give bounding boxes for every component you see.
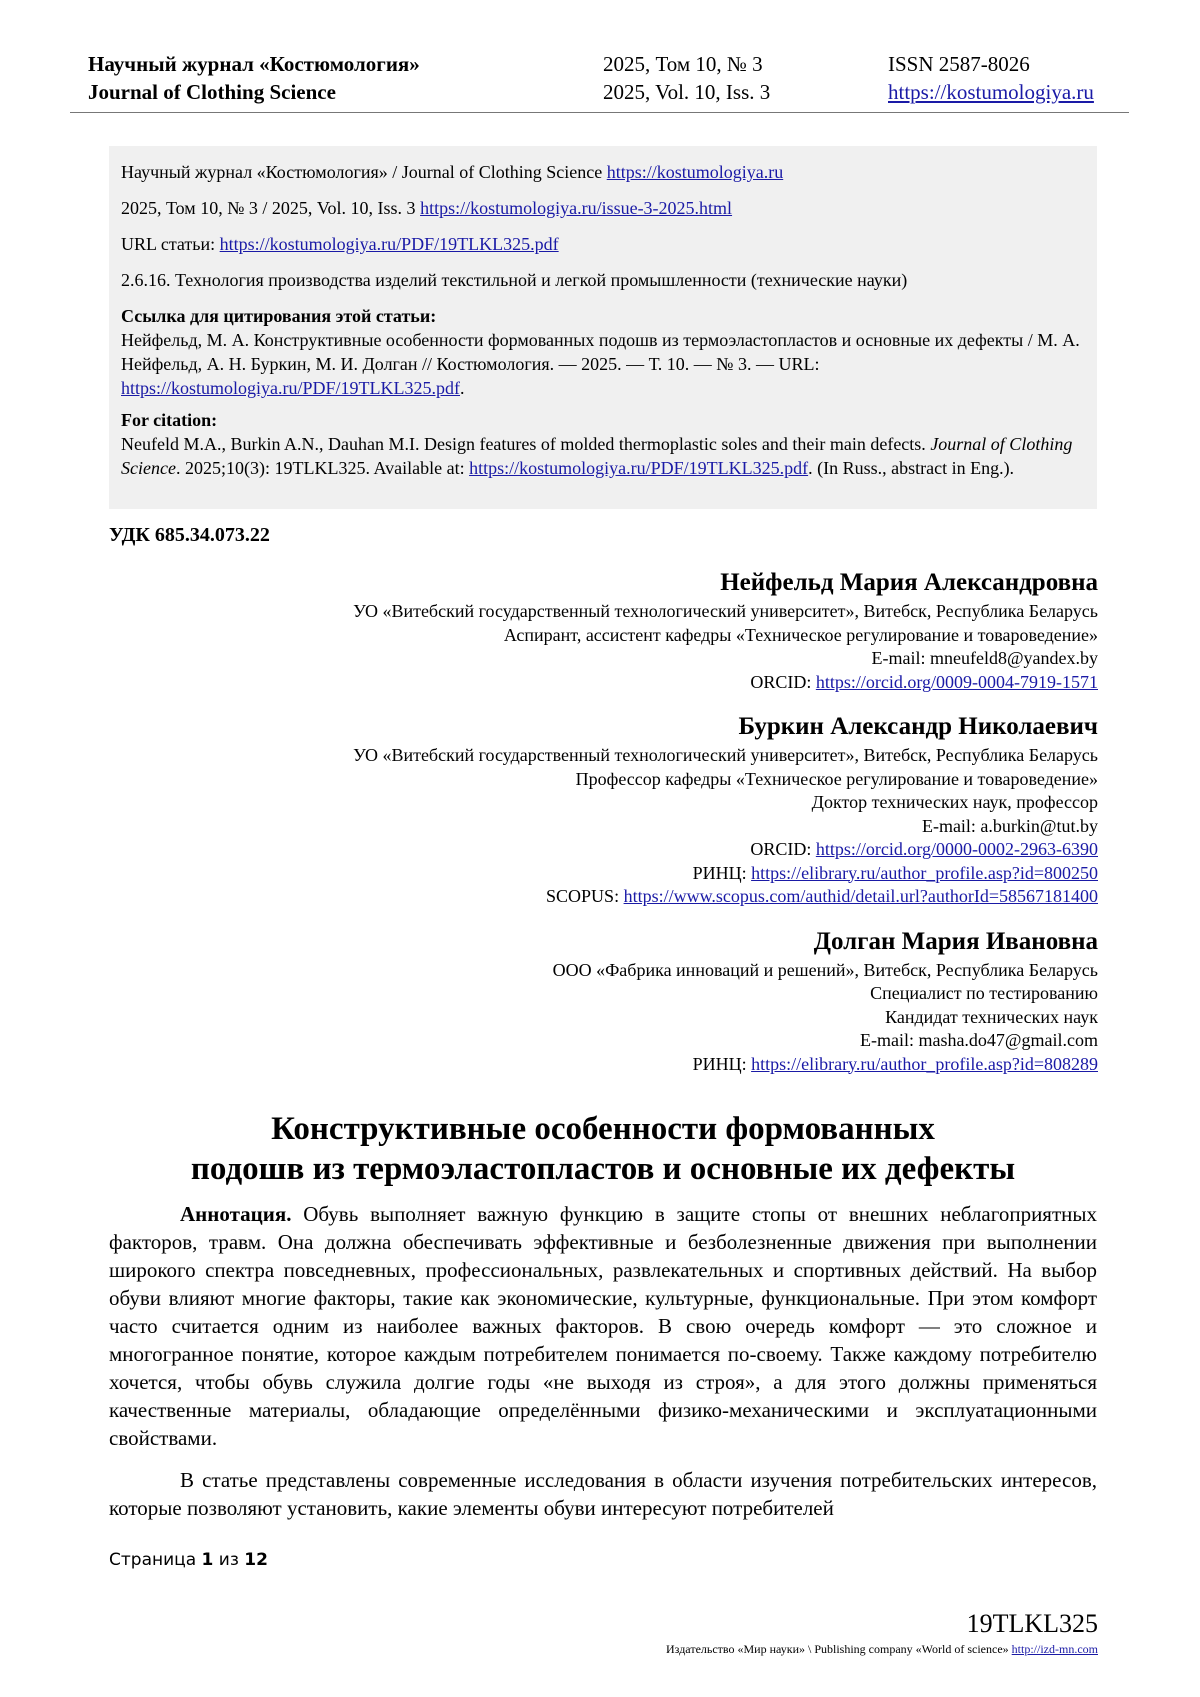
- header-issue-ru: 2025, Том 10, № 3: [603, 52, 763, 76]
- authors-block: [118, 566, 1098, 1092]
- article-body: [109, 1200, 1097, 1536]
- citation-en-body: [121, 432, 1085, 480]
- citation-ru-text: Нейфельд, М. А. Конструктивные особенности формованных подошв из термоэластопластов и основные их дефекты / М. А. Нейфельд, А. Н. Буркин, М. И. Долган // Костюмология. — 2025. — Т. 10. — № 3. — URL:: [121, 330, 1080, 374]
- author-detail-line: УО «Витебский государственный технологический университет», Витебск, Республика Беларусь: [353, 601, 1098, 621]
- abstract-text: Обувь выполняет важную функцию в защите стопы от внешних неблагоприятных факторов, травм. Она должна обеспечивать эффективные и безболезненные движения при выполнении широкого спектра повседневных, профессиональных, развлекательных и спортивных действий. На выбор обуви влияют многие факторы, такие как экономические, культурные, функциональные. При этом комфорт часто считается одним из наиболее важных факторов. В свою очередь комфорт — это сложное и многогранное понятие, которое каждым потребителем понимается по-своему. Также каждому потребителю хочется, чтобы обувь служила долгие годы «не выходя из строя», а для этого должны применяться качественные материалы, обладающие определёнными физико-механическими и эксплуатационными свойствами.: [109, 1202, 1097, 1450]
- publisher-link[interactable]: http://izd-mn.com: [1011, 1642, 1098, 1656]
- header-site-link[interactable]: https://kostumologiya.ru: [888, 80, 1094, 104]
- author-detail-line: УО «Витебский государственный технологический университет», Витебск, Республика Беларусь: [353, 745, 1098, 765]
- body-paragraph-2: В статье представлены современные исследования в области изучения потребительских интересов, которые позволяют установить, какие элементы обуви интересуют потребителей: [109, 1468, 1097, 1520]
- udk-code: УДК 685.34.073.22: [109, 524, 270, 546]
- author-profile-line: [118, 671, 1098, 695]
- info-journal-line: [121, 160, 1085, 184]
- header-issn-site: [888, 50, 1094, 106]
- author-profile-link[interactable]: https://elibrary.ru/author_profile.asp?id=808289: [751, 1053, 1098, 1074]
- article-info-box: [109, 146, 1097, 509]
- author-block: [118, 566, 1098, 694]
- author-detail-line: Доктор технических наук, профессор: [811, 792, 1098, 812]
- info-issue-text: 2025, Том 10, № 3 / 2025, Vol. 10, Iss. 3: [121, 198, 421, 218]
- author-detail-line: Аспирант, ассистент кафедры «Техническое регулирование и товароведение»: [503, 624, 1098, 645]
- author-detail-line: Профессор кафедры «Техническое регулирование и товароведение»: [575, 768, 1098, 789]
- citation-ru-body: Нейфельд, М. А. Конструктивные особенности формованных подошв из термоэластопластов и основные их дефекты / М. А. Нейфельд, А. Н. Буркин, М. И. Долган // Костюмология. — 2025. — Т. 10. — № 3. — URL: https://kostumologiya.ru/PDF/19TLKL325.pdf.: [121, 330, 1080, 398]
- info-issue-link[interactable]: https://kostumologiya.ru/issue-3-2025.html: [420, 198, 733, 218]
- author-detail-line: E-mail: masha.do47@gmail.com: [859, 1030, 1098, 1050]
- author-detail-line: E-mail: mneufeld8@yandex.by: [871, 648, 1098, 668]
- citation-en-text-3: . (In Russ., abstract in Eng.).: [808, 458, 1015, 478]
- citation-en-journal: Journal of Clothing Science: [121, 434, 1073, 478]
- author-profile-link[interactable]: https://www.scopus.com/authid/detail.url?authorId=58567181400: [623, 886, 1098, 906]
- author-profile-line: [118, 885, 1098, 909]
- citation-ru-link[interactable]: https://kostumologiya.ru/PDF/19TLKL325.pdf: [121, 378, 461, 398]
- header-divider: [70, 112, 1129, 113]
- info-article-link[interactable]: https://kostumologiya.ru/PDF/19TLKL325.pdf: [219, 234, 559, 254]
- article-code: 19TLKL325: [966, 1609, 1098, 1638]
- header-journal-ru: Научный журнал «Костюмология»: [88, 52, 420, 76]
- author-detail-line: E-mail: a.burkin@tut.by: [921, 815, 1098, 836]
- author-profile-label: РИНЦ:: [692, 1053, 752, 1074]
- article-title-line-1: Конструктивные особенности формованных: [271, 1111, 935, 1147]
- author-detail-line: ООО «Фабрика инноваций и решений», Витебск, Республика Беларусь: [552, 959, 1098, 980]
- page-number: [109, 1550, 268, 1570]
- citation-en: [121, 408, 1085, 480]
- info-url-line: [121, 232, 1085, 256]
- info-journal-text: Научный журнал «Костюмология» / Journal of Clothing Science: [121, 162, 607, 182]
- citation-en-link[interactable]: https://kostumologiya.ru/PDF/19TLKL325.pdf: [469, 458, 809, 478]
- info-issue-line: [121, 196, 1085, 220]
- author-profile-label: ORCID:: [750, 839, 816, 859]
- author-profile-link[interactable]: https://orcid.org/0009-0004-7919-1571: [815, 671, 1098, 692]
- author-profile-link[interactable]: https://elibrary.ru/author_profile.asp?id=800250: [751, 862, 1098, 883]
- citation-ru-label: Ссылка для цитирования этой статьи:: [121, 306, 437, 326]
- author-name: Нейфельд Мария Александровна: [720, 569, 1098, 596]
- author-profile-line: [118, 838, 1098, 862]
- info-url-text: URL статьи:: [121, 234, 220, 254]
- info-journal-link[interactable]: https://kostumologiya.ru: [606, 162, 784, 182]
- citation-en-text: Neufeld M.A., Burkin A.N., Dauhan M.I. Design features of molded thermoplastic soles and their main defects.: [121, 434, 931, 454]
- author-profile-link[interactable]: https://orcid.org/0000-0002-2963-6390: [815, 839, 1098, 859]
- author-profile-label: ORCID:: [750, 671, 816, 692]
- author-profile-line: [118, 862, 1098, 886]
- author-profile-label: SCOPUS:: [546, 886, 624, 906]
- header-issue-en: 2025, Vol. 10, Iss. 3: [603, 80, 771, 104]
- article-title-line-2: подошв из термоэластопластов и основные их дефекты: [190, 1151, 1016, 1187]
- author-detail-line: Специалист по тестированию: [870, 983, 1098, 1003]
- abstract-label: Аннотация.: [180, 1202, 292, 1226]
- citation-en-label: For citation:: [121, 410, 218, 430]
- header-issue: [603, 50, 770, 106]
- abstract-paragraph: [109, 1200, 1097, 1452]
- page-prefix: Страница: [109, 1550, 202, 1570]
- page-total: 12: [244, 1550, 268, 1570]
- header-journal-en: Journal of Clothing Science: [88, 80, 336, 104]
- citation-en-text-2: . 2025;10(3): 19TLKL325. Available at:: [175, 458, 470, 478]
- publisher-text: Издательство «Мир науки» \ Publishing company «World of science»: [666, 1642, 1012, 1656]
- publisher-line: [666, 1642, 1098, 1657]
- page-separator: из: [213, 1550, 245, 1570]
- author-block: [118, 710, 1098, 909]
- author-name: Долган Мария Ивановна: [813, 927, 1098, 955]
- info-specialty: 2.6.16. Технология производства изделий текстильной и легкой промышленности (технические науки): [121, 270, 908, 290]
- page-current: 1: [201, 1550, 214, 1570]
- author-block: [118, 925, 1098, 1077]
- citation-ru: [121, 304, 1085, 400]
- header-issn: ISSN 2587-8026: [888, 52, 1030, 76]
- author-profile-line: [118, 1053, 1098, 1077]
- author-detail-line: Кандидат технических наук: [885, 1006, 1098, 1027]
- author-profile-label: РИНЦ:: [692, 862, 752, 883]
- author-name: Буркин Александр Николаевич: [738, 713, 1098, 740]
- journal-header: [88, 50, 1122, 108]
- article-title: [109, 1109, 1097, 1189]
- header-journal-names: [88, 50, 420, 106]
